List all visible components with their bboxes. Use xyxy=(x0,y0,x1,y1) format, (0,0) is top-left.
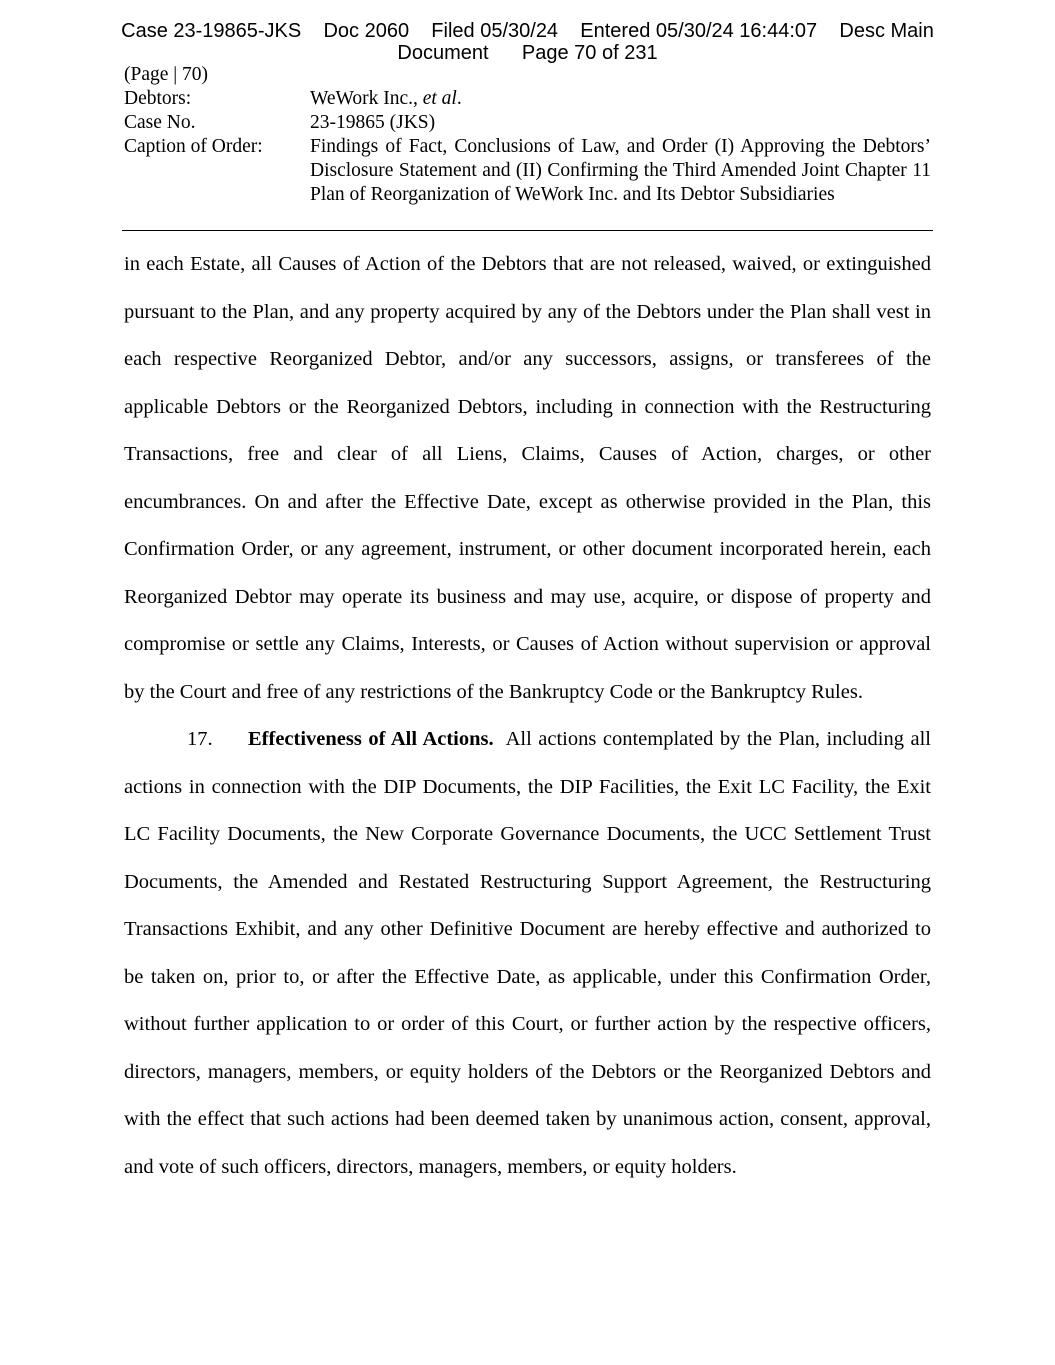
debtors-row xyxy=(124,87,931,111)
filing-stamp-line-1: Case 23-19865-JKS Doc 2060 Filed 05/30/24 Entered 05/30/24 16:44:07 Desc Main xyxy=(121,20,934,42)
case-number-row xyxy=(124,111,931,135)
paragraph-text: All actions contemplated by the Plan, including all actions in connection with the DIP Documents, the DIP Facilities, the Exit LC Facility, the Exit LC Facility Documents, the New Corporate Governance Documents, the UCC Settlement Trust Documents, the Amended and Restated Restructuring Support Agreement, the Restructuring Transactions Exhibit, and any other Definitive Document are hereby effective and authorized to be taken on, prior to, or after the Effective Date, as applicable, under this Confirmation Order, without further application to or order of this Court, or further action by the respective officers, directors, managers, members, or equity holders of the Debtors or the Reorganized Debtors and with the effect that such actions had been deemed taken by unanimous action, consent, approval, and vote of such officers, directors, managers, members, or equity holders. xyxy=(124,728,937,1178)
body-paragraph-continued: in each Estate, all Causes of Action of the Debtors that are not released, waived, or extinguished pursuant to the Plan, and any property acquired by any of the Debtors under the Plan shall vest in each respective Reorganized Debtor, and/or any successors, assigns, or transferees of the applicable Debtors or the Reorganized Debtors, including in connection with the Restructuring Transactions, free and clear of all Liens, Claims, Causes of Action, charges, or other encumbrances. On and after the Effective Date, except as otherwise provided in the Plan, this Confirmation Order, or any agreement, instrument, or other document incorporated herein, each Reorganized Debtor may operate its business and may use, acquire, or dispose of property and compromise or settle any Claims, Interests, or Causes of Action without supervision or approval by the Court and free of any restrictions of the Bankruptcy Code or the Bankruptcy Rules. xyxy=(124,253,931,703)
debtors-value xyxy=(310,87,931,111)
order-caption-row xyxy=(124,135,931,207)
order-caption-label: Caption of Order: xyxy=(124,136,263,157)
body-paragraph-17 xyxy=(124,716,937,1191)
order-caption-value: Findings of Fact, Conclusions of Law, and Order (I) Approving the Debtors’ Disclosure Statement and (II) Confirming the Third Amended Joint Chapter 11 Plan of Reorganization of WeWork Inc. and Its Debtor Subsidiaries xyxy=(310,136,931,205)
filing-stamp-line-2: Document Page 70 of 231 xyxy=(397,42,658,64)
paragraph-heading: Effectiveness of All Actions. xyxy=(248,728,494,750)
paragraph-number: 17. xyxy=(187,728,213,750)
page-reference-row xyxy=(124,63,931,87)
caption-block xyxy=(124,63,931,207)
page-reference: (Page | 70) xyxy=(124,64,209,85)
debtors-label: Debtors: xyxy=(124,88,192,109)
order-body xyxy=(124,241,937,1191)
case-number-label: Case No. xyxy=(124,112,196,133)
debtors-et-al: et al xyxy=(422,88,457,109)
debtors-name: WeWork Inc., xyxy=(310,88,423,109)
case-number-value: 23-19865 (JKS) xyxy=(310,112,436,133)
court-filing-stamp xyxy=(0,20,1055,64)
debtors-period: . xyxy=(456,88,462,109)
caption-divider xyxy=(122,230,933,231)
